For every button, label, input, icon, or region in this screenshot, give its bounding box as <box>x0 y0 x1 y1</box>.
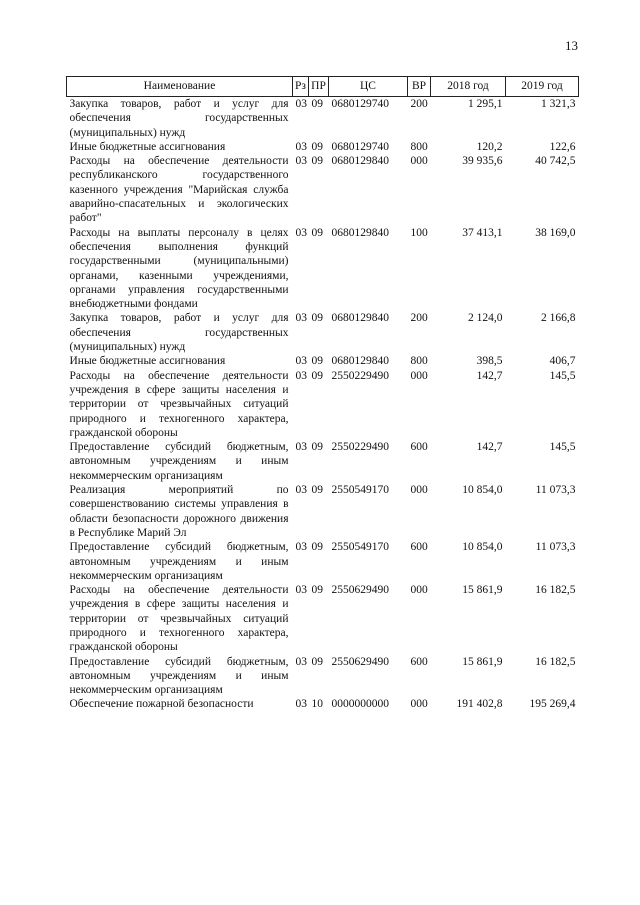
cell-2018: 142,7 <box>476 369 503 382</box>
cell-pr: 09 <box>311 355 323 368</box>
cell-2019: 11 073,3 <box>535 484 576 497</box>
cell-pr: 09 <box>311 155 323 168</box>
cell-rz: 03 <box>295 140 307 153</box>
cell-pr: 09 <box>311 140 323 153</box>
table-row <box>67 655 579 698</box>
cell-cs: 0680129740 <box>331 140 389 153</box>
cell-name: Расходы на выплаты персоналу в целях обеспечения выполнения функций государственными (муниципальными) органами, казенными учреждениями, органами управления государственными внебюджетными фондами <box>69 226 289 311</box>
cell-name: Расходы на обеспечение деятельности учреждения в сфере защиты населения и территории от чрезвычайных ситуаций природного и техногенного характера, гражданской обороны <box>69 369 289 439</box>
cell-vr: 800 <box>410 355 428 368</box>
cell-2019: 11 073,3 <box>535 541 576 554</box>
cell-pr: 09 <box>311 369 323 382</box>
cell-rz: 03 <box>295 584 307 597</box>
header-pr: ПР <box>309 77 329 97</box>
cell-vr: 600 <box>410 441 428 454</box>
table-row <box>67 540 579 583</box>
cell-name: Предоставление субсидий бюджетным, автономным учреждениям и иным некоммерческим организациям <box>69 441 289 482</box>
cell-vr: 000 <box>410 698 428 711</box>
cell-2018: 120,2 <box>476 140 503 153</box>
cell-pr: 09 <box>311 441 323 454</box>
cell-2018: 191 402,8 <box>456 698 503 711</box>
cell-cs: 0680129840 <box>331 226 389 239</box>
cell-2018: 142,7 <box>476 441 503 454</box>
cell-cs: 2550229490 <box>331 441 389 454</box>
cell-vr: 200 <box>410 312 428 325</box>
cell-vr: 000 <box>410 369 428 382</box>
cell-rz: 03 <box>295 541 307 554</box>
cell-vr: 000 <box>410 584 428 597</box>
cell-vr: 000 <box>410 484 428 497</box>
table-row <box>67 311 579 354</box>
table-row <box>67 154 579 225</box>
cell-name: Реализация мероприятий по совершенствованию системы управления в области безопасности дорожного движения в Республике Марий Эл <box>69 484 289 539</box>
cell-cs: 2550229490 <box>331 369 389 382</box>
cell-vr: 100 <box>410 226 428 239</box>
cell-2019: 16 182,5 <box>535 655 576 668</box>
cell-rz: 03 <box>295 155 307 168</box>
cell-vr: 600 <box>410 655 428 668</box>
cell-vr: 200 <box>410 98 428 110</box>
page-number: 13 <box>565 38 578 53</box>
cell-name: Закупка товаров, работ и услуг для обеспечения государственных (муниципальных) нужд <box>69 98 289 139</box>
table-row <box>67 97 579 140</box>
cell-name: Предоставление субсидий бюджетным, автономным учреждениям и иным некоммерческим организациям <box>69 541 289 582</box>
cell-2018: 398,5 <box>476 355 503 368</box>
cell-rz: 03 <box>295 369 307 382</box>
cell-cs: 2550549170 <box>331 484 389 497</box>
cell-2019: 195 269,4 <box>529 698 576 711</box>
cell-cs: 0680129840 <box>331 355 389 368</box>
table-header-row <box>67 77 579 97</box>
cell-rz: 03 <box>295 441 307 454</box>
table-row <box>67 583 579 654</box>
cell-cs: 2550629490 <box>331 655 389 668</box>
cell-2019: 16 182,5 <box>535 584 576 597</box>
cell-2019: 1 321,3 <box>541 98 576 110</box>
table-row <box>67 440 579 483</box>
cell-rz: 03 <box>295 698 307 711</box>
cell-2019: 38 169,0 <box>535 226 576 239</box>
cell-2018: 15 861,9 <box>462 655 503 668</box>
cell-pr: 09 <box>311 541 323 554</box>
cell-pr: 09 <box>311 484 323 497</box>
table-row <box>67 483 579 540</box>
cell-2018: 15 861,9 <box>462 584 503 597</box>
cell-cs: 0680129840 <box>331 312 389 325</box>
cell-pr: 09 <box>311 226 323 239</box>
cell-2019: 40 742,5 <box>535 155 576 168</box>
table-row <box>67 369 579 440</box>
cell-cs: 0680129840 <box>331 155 389 168</box>
cell-name: Обеспечение пожарной безопасности <box>69 698 254 711</box>
cell-rz: 03 <box>295 312 307 325</box>
cell-cs: 2550549170 <box>331 541 389 554</box>
cell-cs: 0000000000 <box>331 698 389 711</box>
cell-2019: 145,5 <box>549 441 576 454</box>
cell-name: Расходы на обеспечение деятельности учреждения в сфере защиты населения и территории от чрезвычайных ситуаций природного и техногенного характера, гражданской обороны <box>69 584 289 654</box>
cell-rz: 03 <box>295 226 307 239</box>
cell-2019: 406,7 <box>549 355 576 368</box>
cell-2019: 2 166,8 <box>541 312 576 325</box>
cell-name: Закупка товаров, работ и услуг для обеспечения государственных (муниципальных) нужд <box>69 312 289 354</box>
cell-rz: 03 <box>295 355 307 368</box>
cell-pr: 09 <box>311 655 323 668</box>
table-row <box>67 354 579 368</box>
table-row <box>67 226 579 312</box>
cell-rz: 03 <box>295 484 307 497</box>
cell-pr: 09 <box>311 312 323 325</box>
header-2018: 2018 год <box>431 77 506 97</box>
cell-2019: 122,6 <box>549 140 576 153</box>
cell-vr: 800 <box>410 140 428 153</box>
header-cs: ЦС <box>329 77 408 97</box>
cell-rz: 03 <box>295 655 307 668</box>
cell-2018: 2 124,0 <box>468 312 503 325</box>
cell-pr: 10 <box>311 698 323 711</box>
table-row <box>67 140 579 154</box>
cell-2018: 10 854,0 <box>462 484 503 497</box>
cell-2018: 10 854,0 <box>462 541 503 554</box>
table-row <box>67 697 579 711</box>
cell-2018: 37 413,1 <box>462 226 503 239</box>
table-body <box>67 97 579 712</box>
budget-table <box>66 76 579 712</box>
cell-cs: 0680129740 <box>331 98 389 110</box>
cell-vr: 000 <box>410 155 428 168</box>
header-rz: Рз <box>293 77 309 97</box>
cell-cs: 2550629490 <box>331 584 389 597</box>
header-name: Наименование <box>67 77 293 97</box>
cell-2019: 145,5 <box>549 369 576 382</box>
header-vr: ВР <box>408 77 431 97</box>
cell-name: Предоставление субсидий бюджетным, автономным учреждениям и иным некоммерческим организациям <box>69 655 289 697</box>
cell-pr: 09 <box>311 584 323 597</box>
cell-name: Иные бюджетные ассигнования <box>69 355 226 368</box>
cell-vr: 600 <box>410 541 428 554</box>
cell-rz: 03 <box>295 98 307 110</box>
cell-2018: 1 295,1 <box>468 98 503 110</box>
cell-name: Иные бюджетные ассигнования <box>69 140 226 153</box>
header-2019: 2019 год <box>506 77 579 97</box>
cell-pr: 09 <box>311 98 323 110</box>
cell-2018: 39 935,6 <box>462 155 503 168</box>
cell-name: Расходы на обеспечение деятельности республиканского государственного казенного учреждения "Марийская служба аварийно-спасательных и экологических работ" <box>69 155 289 225</box>
